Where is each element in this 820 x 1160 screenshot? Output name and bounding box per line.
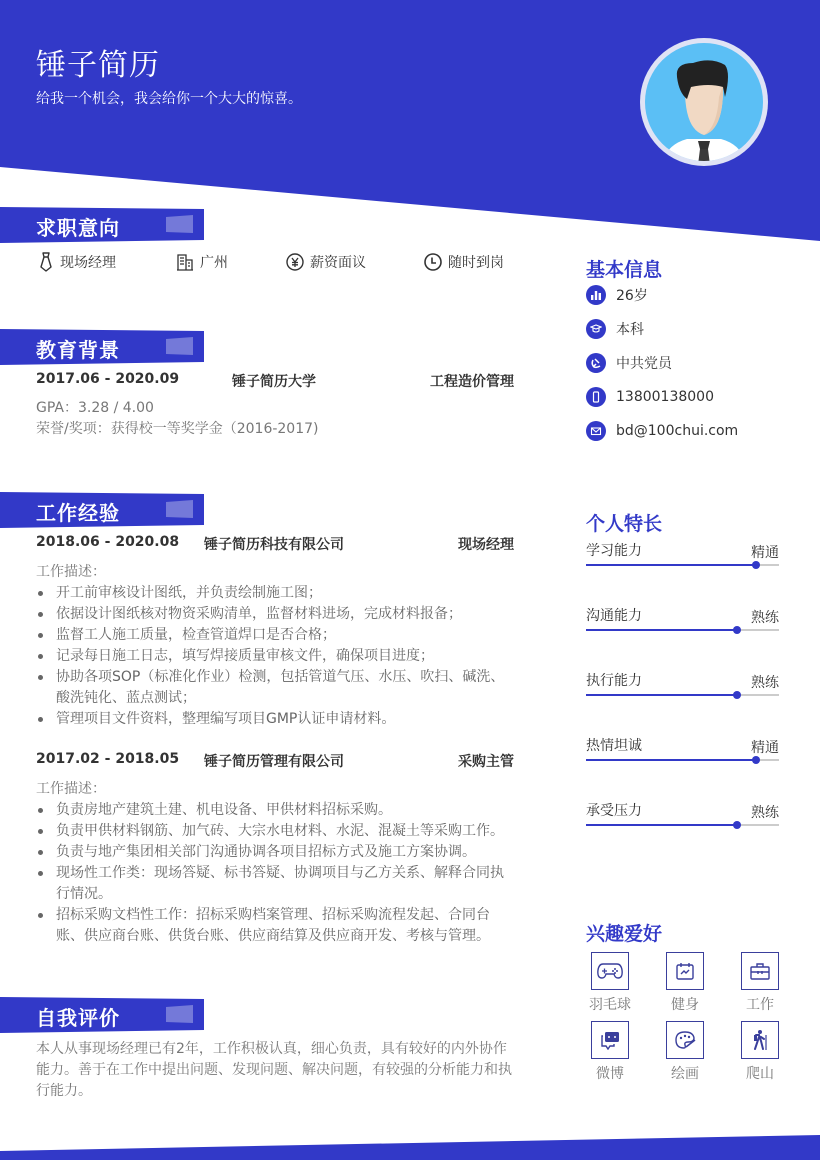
- hobby-item: 羽毛球: [580, 952, 640, 1014]
- phone-icon: [586, 387, 606, 407]
- chart-icon: [586, 285, 606, 305]
- info-degree: 本科: [586, 319, 644, 339]
- work-bullets: [36, 583, 514, 730]
- section-title: 工作经验: [36, 501, 120, 525]
- section-header-education: [0, 329, 204, 365]
- party-icon: [586, 353, 606, 373]
- skill-bar: [586, 694, 779, 696]
- work-row-1: [36, 534, 514, 554]
- list-item: 管理项目文件资料，整理编写项目GMP认证申请材料。: [36, 709, 514, 730]
- job-intent-row: [36, 252, 536, 274]
- work-desc-2: [36, 779, 514, 947]
- work-row-2: [36, 751, 514, 771]
- list-item: 开工前审核设计图纸，并负责绘制施工图；: [36, 583, 514, 604]
- hiker-icon: [741, 1021, 779, 1059]
- info-party: 中共党员: [586, 353, 672, 373]
- skill-item: 执行能力 熟练: [586, 670, 779, 710]
- skill-dot: [733, 691, 741, 699]
- resume-slogan: 给我一个机会，我会给你一个大大的惊喜。: [36, 91, 302, 107]
- skills-title: 个人特长: [586, 513, 663, 535]
- skill-bar: [586, 629, 779, 631]
- skill-dot: [733, 626, 741, 634]
- work-bullets: [36, 800, 514, 947]
- footer-band: [0, 1130, 820, 1160]
- education-gpa: GPA：3.28 / 4.00: [36, 400, 154, 416]
- avatar: [639, 37, 769, 167]
- intent-item-availability: 随时到岗: [424, 252, 504, 272]
- skill-item: 热情坦诚 精通: [586, 735, 779, 775]
- list-item: 监督工人施工质量，检查管道焊口是否合格；: [36, 625, 514, 646]
- calendar-chart-icon: [666, 952, 704, 990]
- intent-item-city: 广州: [176, 252, 228, 272]
- hobby-item: 健身: [655, 952, 715, 1014]
- education-period: 2017.06 - 2020.09: [36, 371, 180, 387]
- list-item: 招标采购文档性工作：招标采购档案管理、招标采购流程发起、合同台账、供应商台账、供货台账、供应商结算及供应商开发、考核与管理。: [36, 905, 514, 947]
- skill-dot: [752, 561, 760, 569]
- work-desc-1: [36, 562, 514, 730]
- list-item: 负责与地产集团相关部门沟通协调各项目招标方式及施工方案协调。: [36, 842, 514, 863]
- mail-icon: [586, 421, 606, 441]
- work-company: 锤子简历管理有限公司: [204, 754, 344, 770]
- basic-info-title: 基本信息: [586, 259, 663, 281]
- section-title: 求职意向: [36, 216, 120, 240]
- section-title: 教育背景: [36, 338, 120, 362]
- hobby-item: 爬山: [730, 1021, 790, 1083]
- intent-item-position: 现场经理: [38, 252, 116, 272]
- section-header-self-eval: [0, 997, 204, 1033]
- intent-item-salary: 薪资面议: [286, 252, 366, 272]
- info-phone: 13800138000: [586, 387, 714, 407]
- resume-name: 锤子简历: [36, 48, 160, 83]
- list-item: 依据设计图纸核对物资采购清单，监督材料进场，完成材料报备；: [36, 604, 514, 625]
- chat-icon: [591, 1021, 629, 1059]
- skill-bar: [586, 759, 779, 761]
- skill-dot: [733, 821, 741, 829]
- list-item: 负责房地产建筑土建、机电设备、甲供材料招标采购。: [36, 800, 514, 821]
- self-eval-text: 本人从事现场经理已有2年，工作积极认真，细心负责，具有较好的内外协作能力。善于在工作中提出问题、发现问题、解决问题，有较强的分析能力和执行能力。: [36, 1041, 512, 1099]
- list-item: 现场性工作类：现场答疑、标书答疑、协调项目与乙方关系、解释合同执行情况。: [36, 863, 514, 905]
- skill-dot: [752, 756, 760, 764]
- education-major: 工程造价管理: [430, 374, 514, 390]
- work-period: 2018.06 - 2020.08: [36, 534, 180, 550]
- skill-bar: [586, 564, 779, 566]
- clock-icon: [424, 253, 442, 271]
- section-header-work: [0, 492, 204, 528]
- work-title: 采购主管: [458, 754, 514, 770]
- skill-item: 沟通能力 熟练: [586, 605, 779, 645]
- work-desc-label: 工作描述：: [36, 781, 106, 797]
- hobby-item: 微博: [580, 1021, 640, 1083]
- skill-item: 学习能力 精通: [586, 540, 779, 580]
- education-honors: 荣誉/奖项：获得校一等奖学金（2016-2017): [36, 421, 319, 437]
- tie-icon: [38, 252, 54, 272]
- work-period: 2017.02 - 2018.05: [36, 751, 180, 767]
- education-school: 锤子简历大学: [232, 374, 316, 390]
- yen-icon: [286, 253, 304, 271]
- building-icon: [176, 253, 194, 271]
- skill-item: 承受压力 熟练: [586, 800, 779, 840]
- info-age: 26岁: [586, 285, 648, 305]
- palette-icon: [666, 1021, 704, 1059]
- toolbox-icon: [741, 952, 779, 990]
- skill-bar: [586, 824, 779, 826]
- section-header-intent: [0, 207, 204, 243]
- work-title: 现场经理: [458, 537, 514, 553]
- work-company: 锤子简历科技有限公司: [204, 537, 344, 553]
- gamepad-icon: [591, 952, 629, 990]
- list-item: 负责甲供材料钢筋、加气砖、大宗水电材料、水泥、混凝土等采购工作。: [36, 821, 514, 842]
- list-item: 记录每日施工日志，填写焊接质量审核文件，确保项目进度；: [36, 646, 514, 667]
- work-desc-label: 工作描述：: [36, 564, 106, 580]
- section-title: 自我评价: [36, 1006, 120, 1030]
- info-email: bd@100chui.com: [586, 421, 738, 441]
- hobby-item: 绘画: [655, 1021, 715, 1083]
- hobbies-title: 兴趣爱好: [586, 923, 663, 945]
- list-item: 协助各项SOP（标准化作业）检测，包括管道气压、水压、吹扫、碱洗、酸洗钝化、蓝点测试；: [36, 667, 514, 709]
- education-row: [36, 371, 514, 391]
- hobby-item: 工作: [730, 952, 790, 1014]
- graduation-icon: [586, 319, 606, 339]
